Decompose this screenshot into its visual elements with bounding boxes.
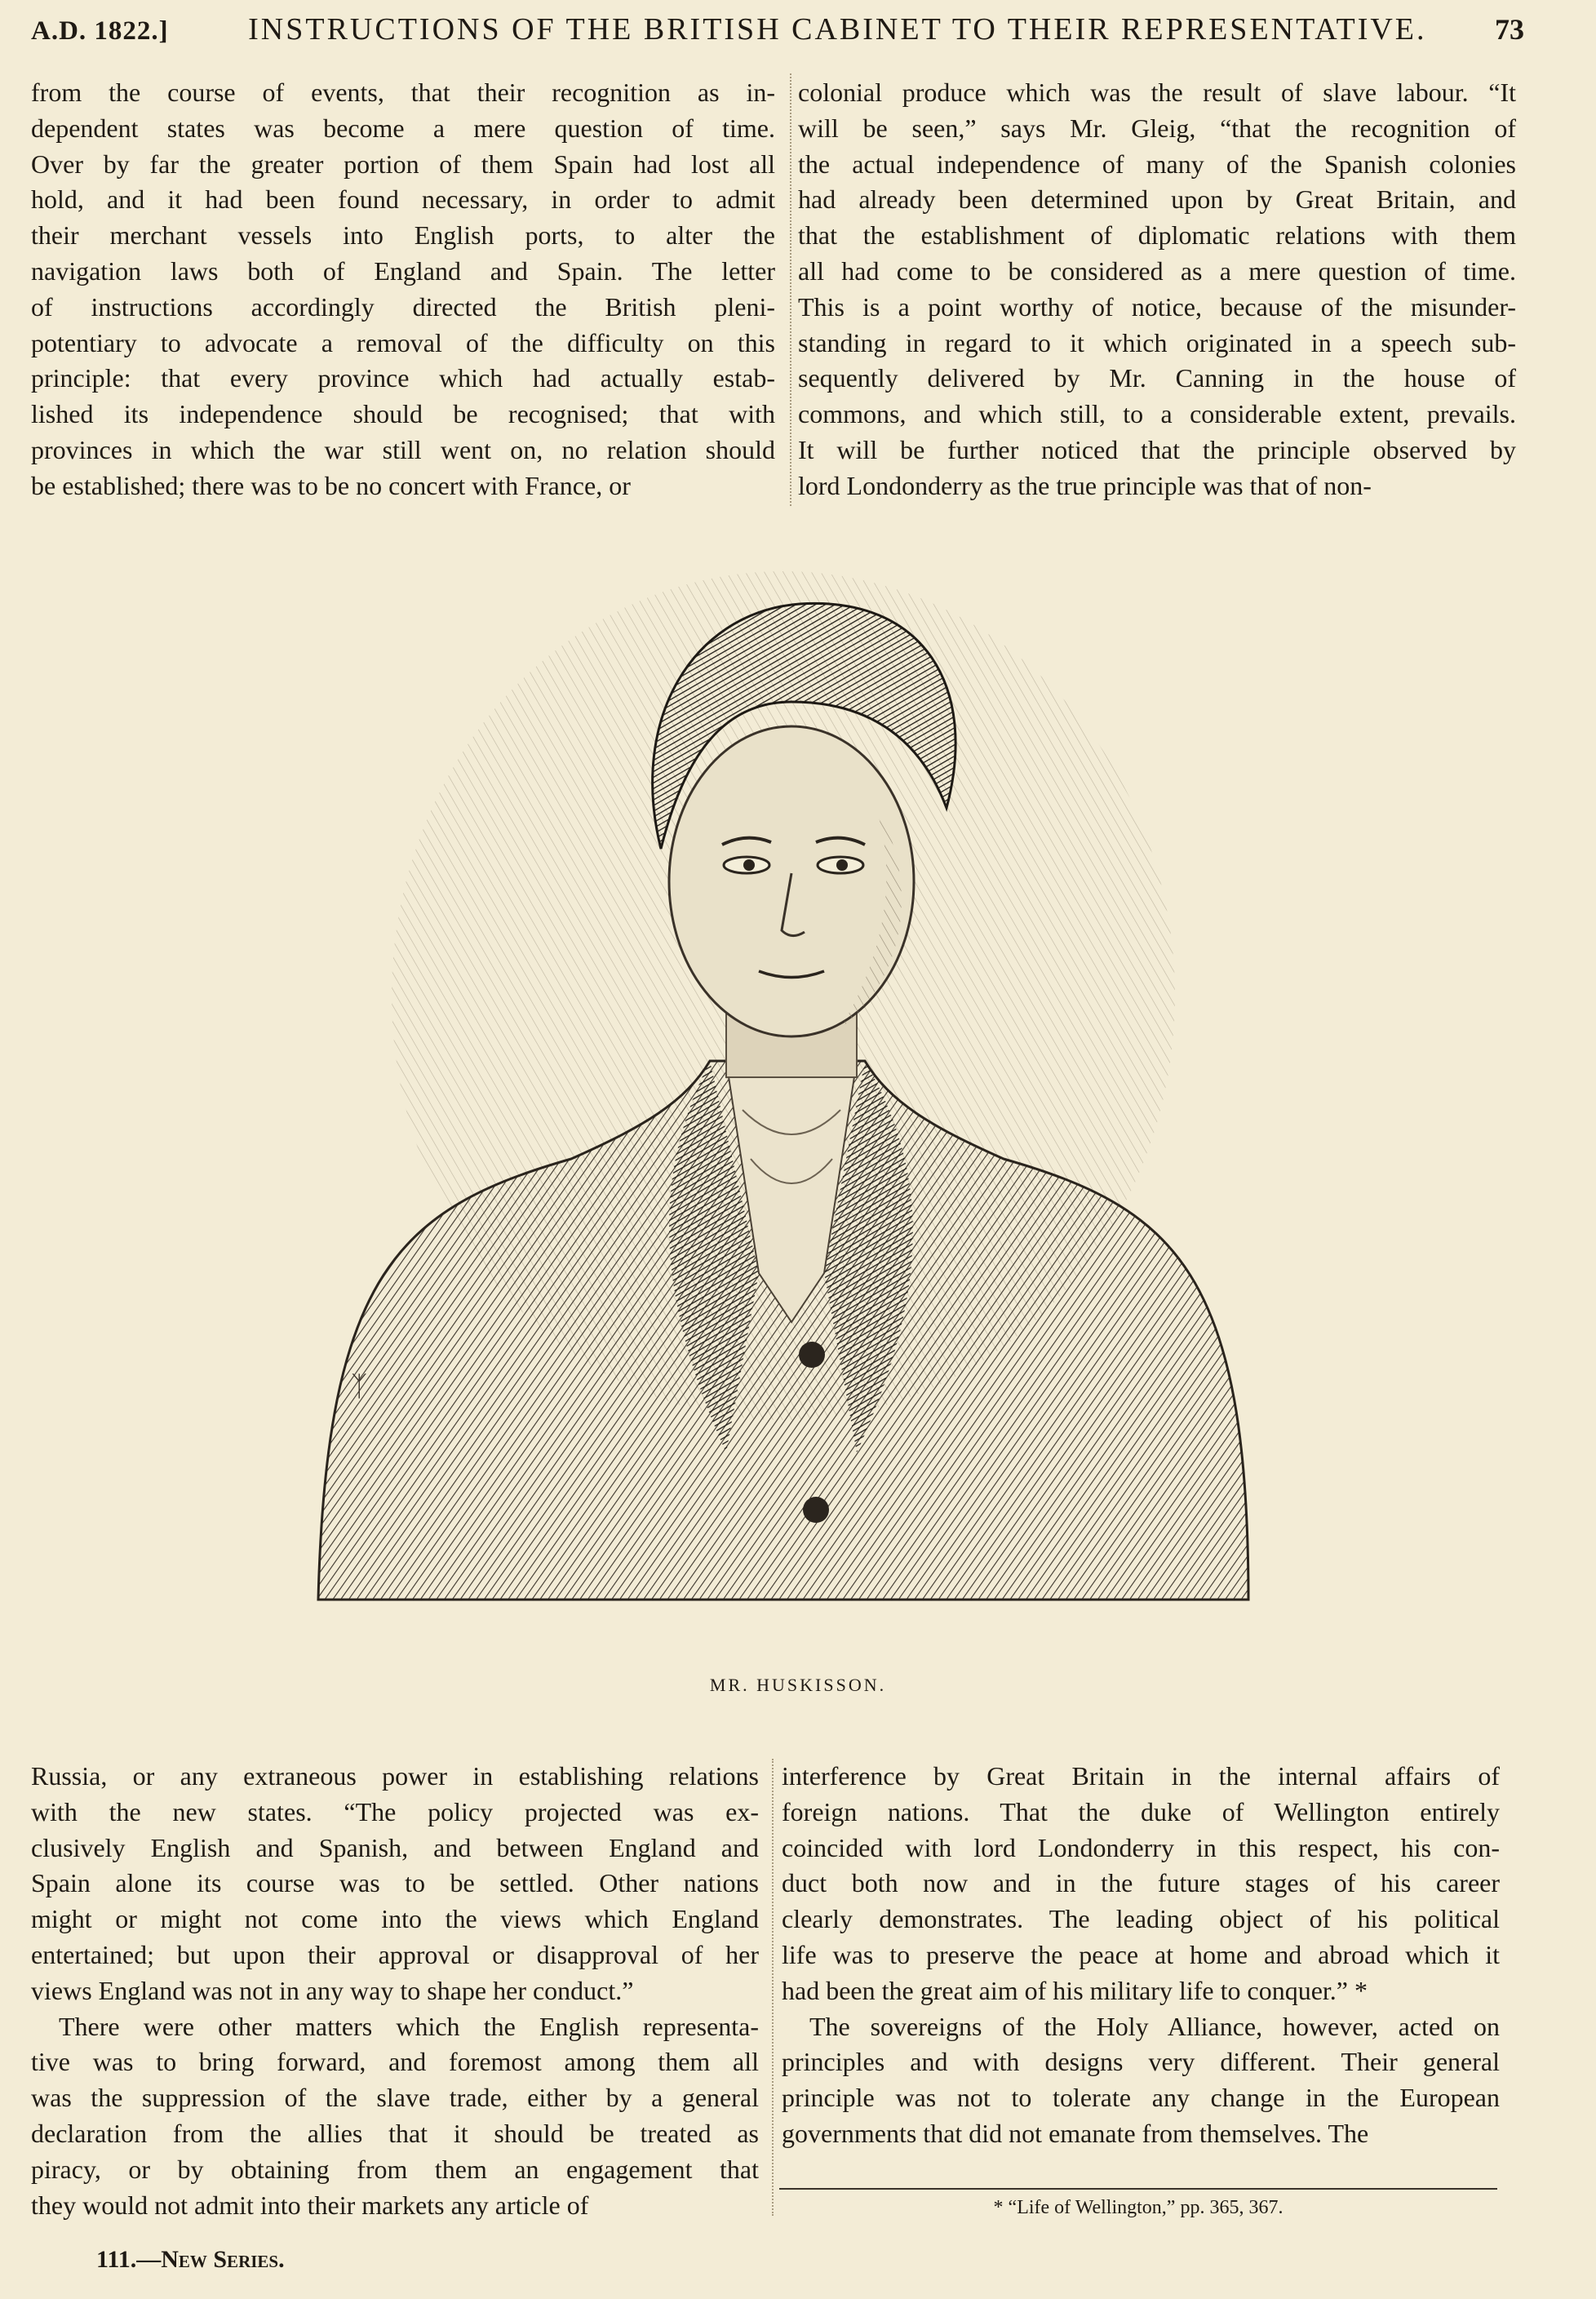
text-line: will be seen,” says Mr. Gleig, “that the recognition of (798, 113, 1516, 143)
text-line: that the establishment of diplomatic relations with them (798, 220, 1516, 251)
text-line: Russia, or any extraneous power in establishing relations (31, 1761, 759, 1791)
text-line: they would not admit into their markets any article of (31, 2190, 589, 2220)
engraver-monogram: ᛉ (351, 1370, 368, 1403)
text-line: clusively English and Spanish, and between England and (31, 1832, 759, 1862)
face (669, 726, 914, 1036)
text-line: governments that did not emanate from themselves. The (782, 2118, 1369, 2148)
text-line: commons, and which still, to a considerable extent, prevails. (798, 399, 1516, 429)
series-number: 111.— (96, 2246, 162, 2273)
running-header (31, 11, 1524, 62)
text-column-top-right (798, 75, 1516, 504)
text-line: foreign nations. That the duke of Wellington entirely (782, 1796, 1500, 1826)
text-line: duct both now and in the future stages of his career (782, 1868, 1500, 1898)
text-line: all had come to be considered as a mere question of time. (798, 255, 1516, 286)
footnote: * “Life of Wellington,” pp. 365, 367. (993, 2197, 1283, 2218)
text-line: their merchant vessels into English ports, to alter the (31, 220, 775, 251)
text-line: navigation laws both of England and Spain. The letter (31, 255, 775, 286)
text-line: from the course of events, that their recognition as in- (31, 78, 775, 107)
text-line: lord Londonderry as the true principle was that of non- (798, 470, 1372, 500)
text-line: principle was not to tolerate any change in the European (782, 2083, 1500, 2113)
text-line: The sovereigns of the Holy Alliance, however, acted on (809, 2011, 1500, 2041)
text-line: views England was not in any way to shape her conduct.” (31, 1975, 634, 2005)
text-line: There were other matters which the English representa- (59, 2011, 759, 2041)
text-line: provinces in which the war still went on, no relation should (31, 434, 775, 464)
header-date: A.D. 1822.] (31, 16, 169, 46)
text-line: coincided with lord Londonderry in this respect, his con- (782, 1832, 1500, 1862)
text-line: dependent states was become a mere question of time. (31, 113, 775, 143)
text-line: principles and with designs very different. Their general (782, 2047, 1500, 2077)
text-line: the actual independence of many of the Spanish colonies (798, 149, 1516, 179)
text-line: lished its independence should be recognised; that with (31, 399, 775, 429)
series-mark (96, 2246, 285, 2274)
text-line: potentiary to advocate a removal of the difficulty on this (31, 327, 775, 357)
text-line: hold, and it had been found necessary, in order to admit (31, 184, 775, 215)
portrait-caption: MR. HUSKISSON. (709, 1675, 887, 1695)
text-line: standing in regard to it which originated in a speech sub- (798, 327, 1516, 357)
text-line: entertained; but upon their approval or disapproval of her (31, 1939, 759, 1969)
text-line: sequently delivered by Mr. Canning in the house of (798, 363, 1516, 393)
text-line: might or might not come into the views which England (31, 1904, 759, 1934)
page-number: 73 (1495, 13, 1524, 46)
text-line: interference by Great Britain in the internal affairs of (782, 1761, 1500, 1791)
text-line: colonial produce which was the result of slave labour. “It (798, 78, 1516, 107)
text-line: declaration from the allies that it should be treated as (31, 2118, 759, 2148)
coat-button (799, 1342, 825, 1368)
text-line: clearly demonstrates. The leading object of his political (782, 1904, 1500, 1934)
portrait-engraving (302, 539, 1265, 1657)
text-line: This is a point worthy of notice, because of the misunder- (798, 291, 1516, 322)
text-column-bottom-left (31, 1759, 759, 2223)
text-line: principle: that every province which had actually estab- (31, 363, 775, 393)
text-line: Spain alone its course was to be settled. Other nations (31, 1868, 759, 1898)
text-column-top-left (31, 75, 775, 504)
header-title: INSTRUCTIONS OF THE BRITISH CABINET TO THEIR REPRESENTATIVE. (248, 12, 1427, 47)
text-line: tive was to bring forward, and foremost among them all (31, 2047, 759, 2077)
text-line: was the suppression of the slave trade, either by a general (31, 2083, 759, 2113)
text-line: with the new states. “The policy projected was ex- (31, 1796, 759, 1826)
text-column-bottom-right (782, 1759, 1500, 2152)
text-line: life was to preserve the peace at home and abroad which it (782, 1939, 1500, 1969)
text-line: be established; there was to be no concert with France, or (31, 470, 631, 500)
text-line: had been the great aim of his military life to conquer.” * (782, 1975, 1368, 2005)
text-line: piracy, or by obtaining from them an engagement that (31, 2154, 759, 2184)
series-label: New Series. (161, 2246, 285, 2273)
column-rule-top (790, 73, 791, 506)
footnote-rule (779, 2188, 1497, 2190)
text-line: had already been determined upon by Great Britain, and (798, 184, 1516, 215)
column-rule-bottom (772, 1759, 774, 2216)
text-line: of instructions accordingly directed the British pleni- (31, 291, 775, 322)
coat-button (803, 1497, 829, 1523)
text-line: Over by far the greater portion of them Spain had lost all (31, 149, 775, 179)
text-line: It will be further noticed that the principle observed by (798, 434, 1516, 464)
